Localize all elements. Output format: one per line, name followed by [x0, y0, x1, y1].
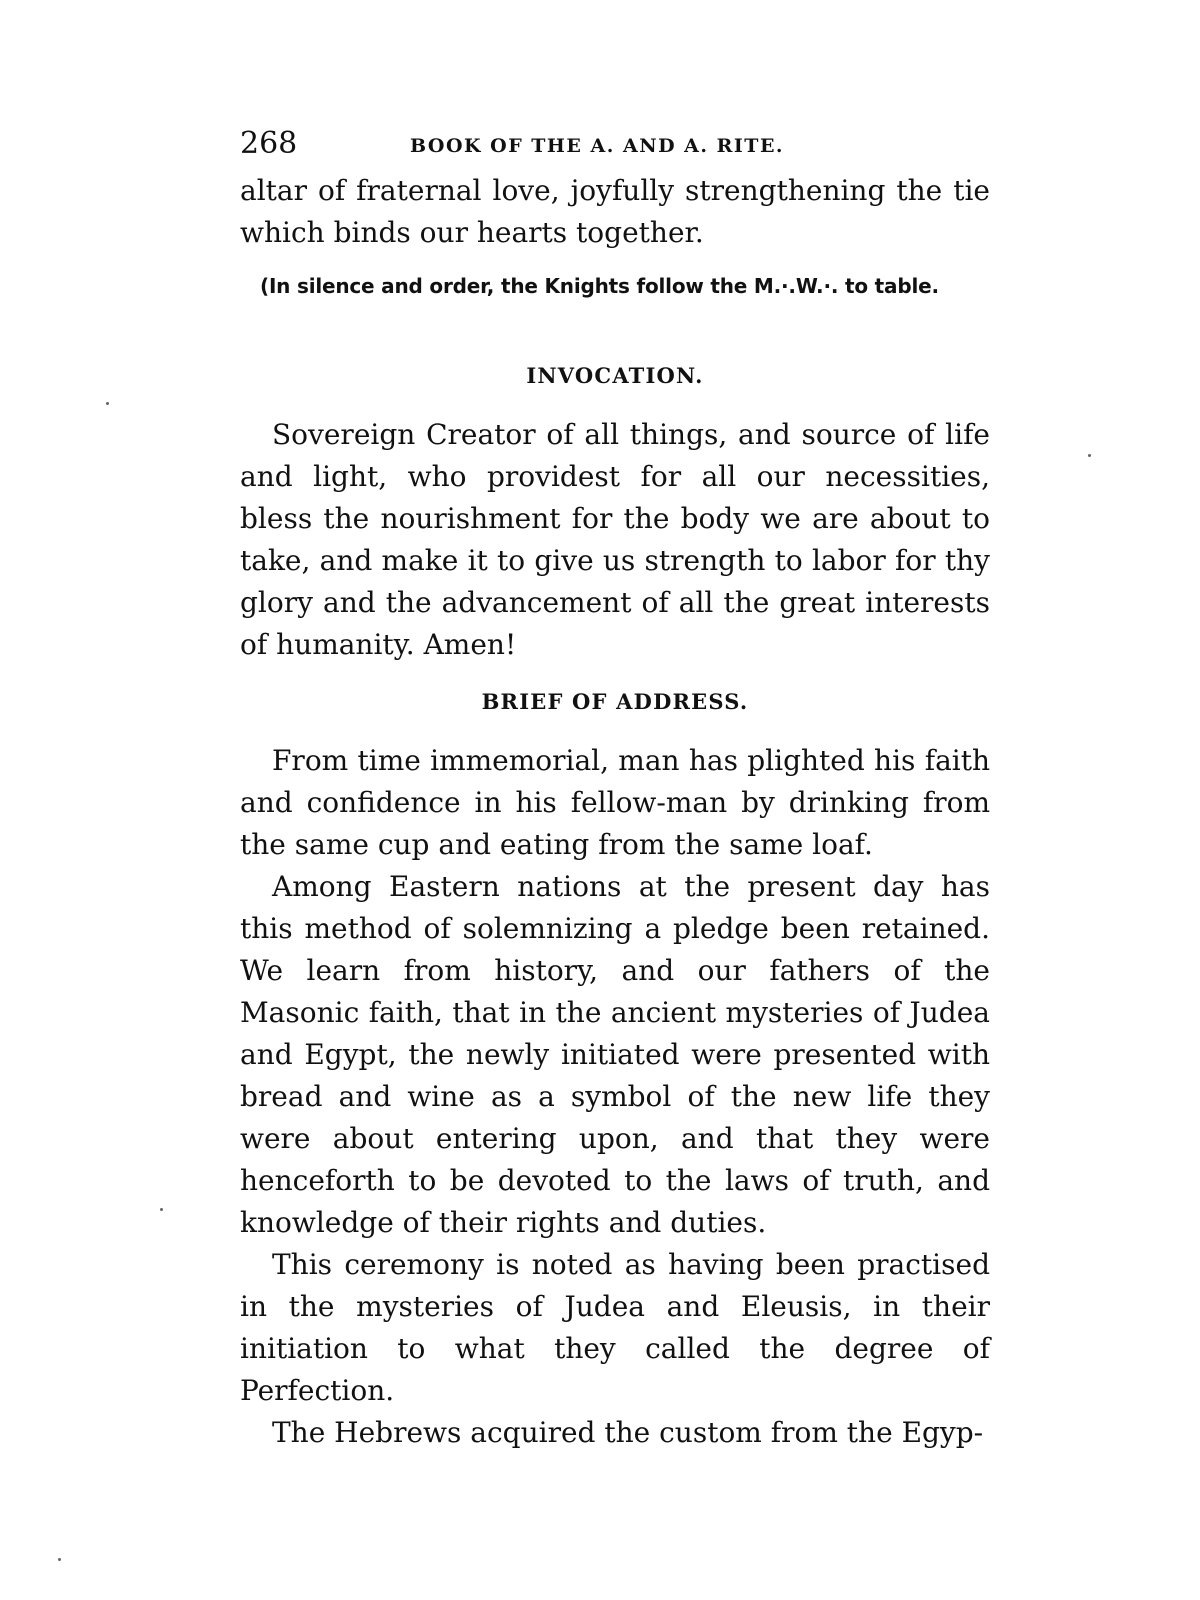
opening-paragraph: altar of fraternal love, joyfully strengthening the tie which binds our hearts together.: [240, 174, 990, 249]
paper-speck: [106, 402, 109, 405]
brief-paragraph: Among Eastern nations at the present day has this method of solemnizing a pledge been retained. We learn from history, and our fathers of the Masonic faith, that in the ancient mysteries of Judea and Egypt, the newly initiated were presented with bread and wine as a symbol of the new life they were about entering upon, and that they were henceforth to be devoted to the laws of truth, and knowledge of their rights and duties.: [240, 870, 990, 1239]
paper-speck: [58, 1558, 61, 1561]
stage-direction: (In silence and order, the Knights follow the M.·.W.·. to table.: [260, 274, 939, 298]
running-title: BOOK OF THE A. AND A. RITE.: [410, 135, 785, 157]
paper-speck: [1088, 454, 1091, 457]
brief-paragraph: From time immemorial, man has plighted his faith and confidence in his fellow-man by drinking from the same cup and eating from the same loaf.: [240, 744, 990, 861]
invocation-text: Sovereign Creator of all things, and source of life and light, who providest for all our necessities, bless the nourishment for the body we are about to take, and make it to give us strength to labor for thy glory and the advancement of all the great interests of humanity. Amen!: [240, 418, 990, 661]
brief-paragraph: This ceremony is noted as having been practised in the mysteries of Judea and Eleusis, in their initiation to what they called the degree of Perfection.: [240, 1248, 990, 1407]
brief-paragraph-continued: The Hebrews acquired the custom from the Egyp-: [272, 1416, 984, 1449]
book-page: [240, 120, 990, 1454]
brief-heading: BRIEF OF ADDRESS.: [481, 689, 749, 714]
invocation-heading: INVOCATION.: [526, 363, 704, 388]
page-number: 268: [240, 126, 298, 161]
running-head: [240, 120, 990, 170]
paper-speck: [160, 1208, 163, 1211]
